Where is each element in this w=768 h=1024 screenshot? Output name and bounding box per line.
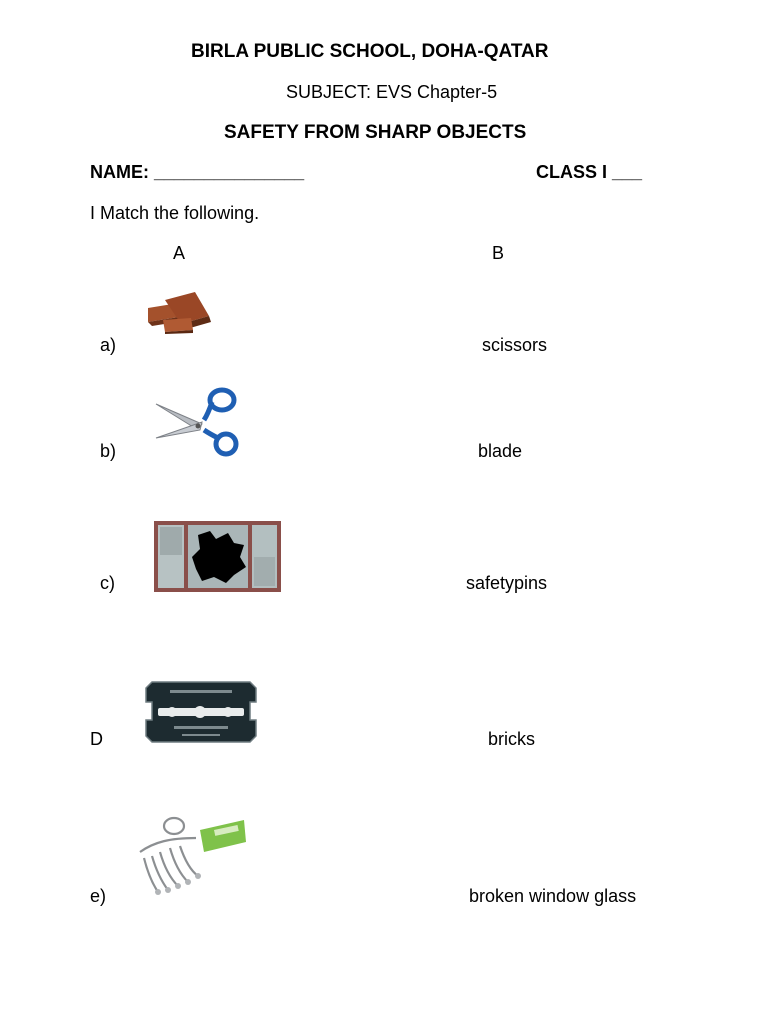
razor-blade-picture bbox=[140, 678, 262, 746]
column-b-heading: B bbox=[492, 243, 505, 263]
name-field[interactable]: NAME: _______________ bbox=[90, 162, 305, 182]
instruction: I Match the following. bbox=[90, 203, 260, 223]
match-item-2: blade bbox=[478, 441, 523, 461]
worksheet-title: SAFETY FROM SHARP OBJECTS bbox=[224, 122, 527, 143]
row-label-d: D bbox=[90, 729, 103, 749]
bricks-picture bbox=[145, 290, 215, 334]
school-name: BIRLA PUBLIC SCHOOL, DOHA-QATAR bbox=[191, 41, 549, 62]
match-item-4: bricks bbox=[488, 729, 536, 749]
row-label-b: b) bbox=[100, 441, 117, 461]
row-label-a: a) bbox=[100, 335, 117, 355]
class-field[interactable]: CLASS I ___ bbox=[536, 162, 643, 182]
safety-pins-picture bbox=[134, 812, 248, 896]
match-item-1: scissors bbox=[482, 335, 548, 355]
row-label-c: c) bbox=[100, 573, 115, 593]
match-item-3: safetypins bbox=[466, 573, 548, 593]
row-label-e: e) bbox=[90, 886, 107, 906]
subject-line: SUBJECT: EVS Chapter-5 bbox=[286, 82, 498, 102]
match-item-5: broken window glass bbox=[469, 886, 637, 906]
broken-window-picture bbox=[154, 521, 281, 592]
column-a-heading: A bbox=[173, 243, 186, 263]
scissors-picture bbox=[152, 386, 240, 460]
